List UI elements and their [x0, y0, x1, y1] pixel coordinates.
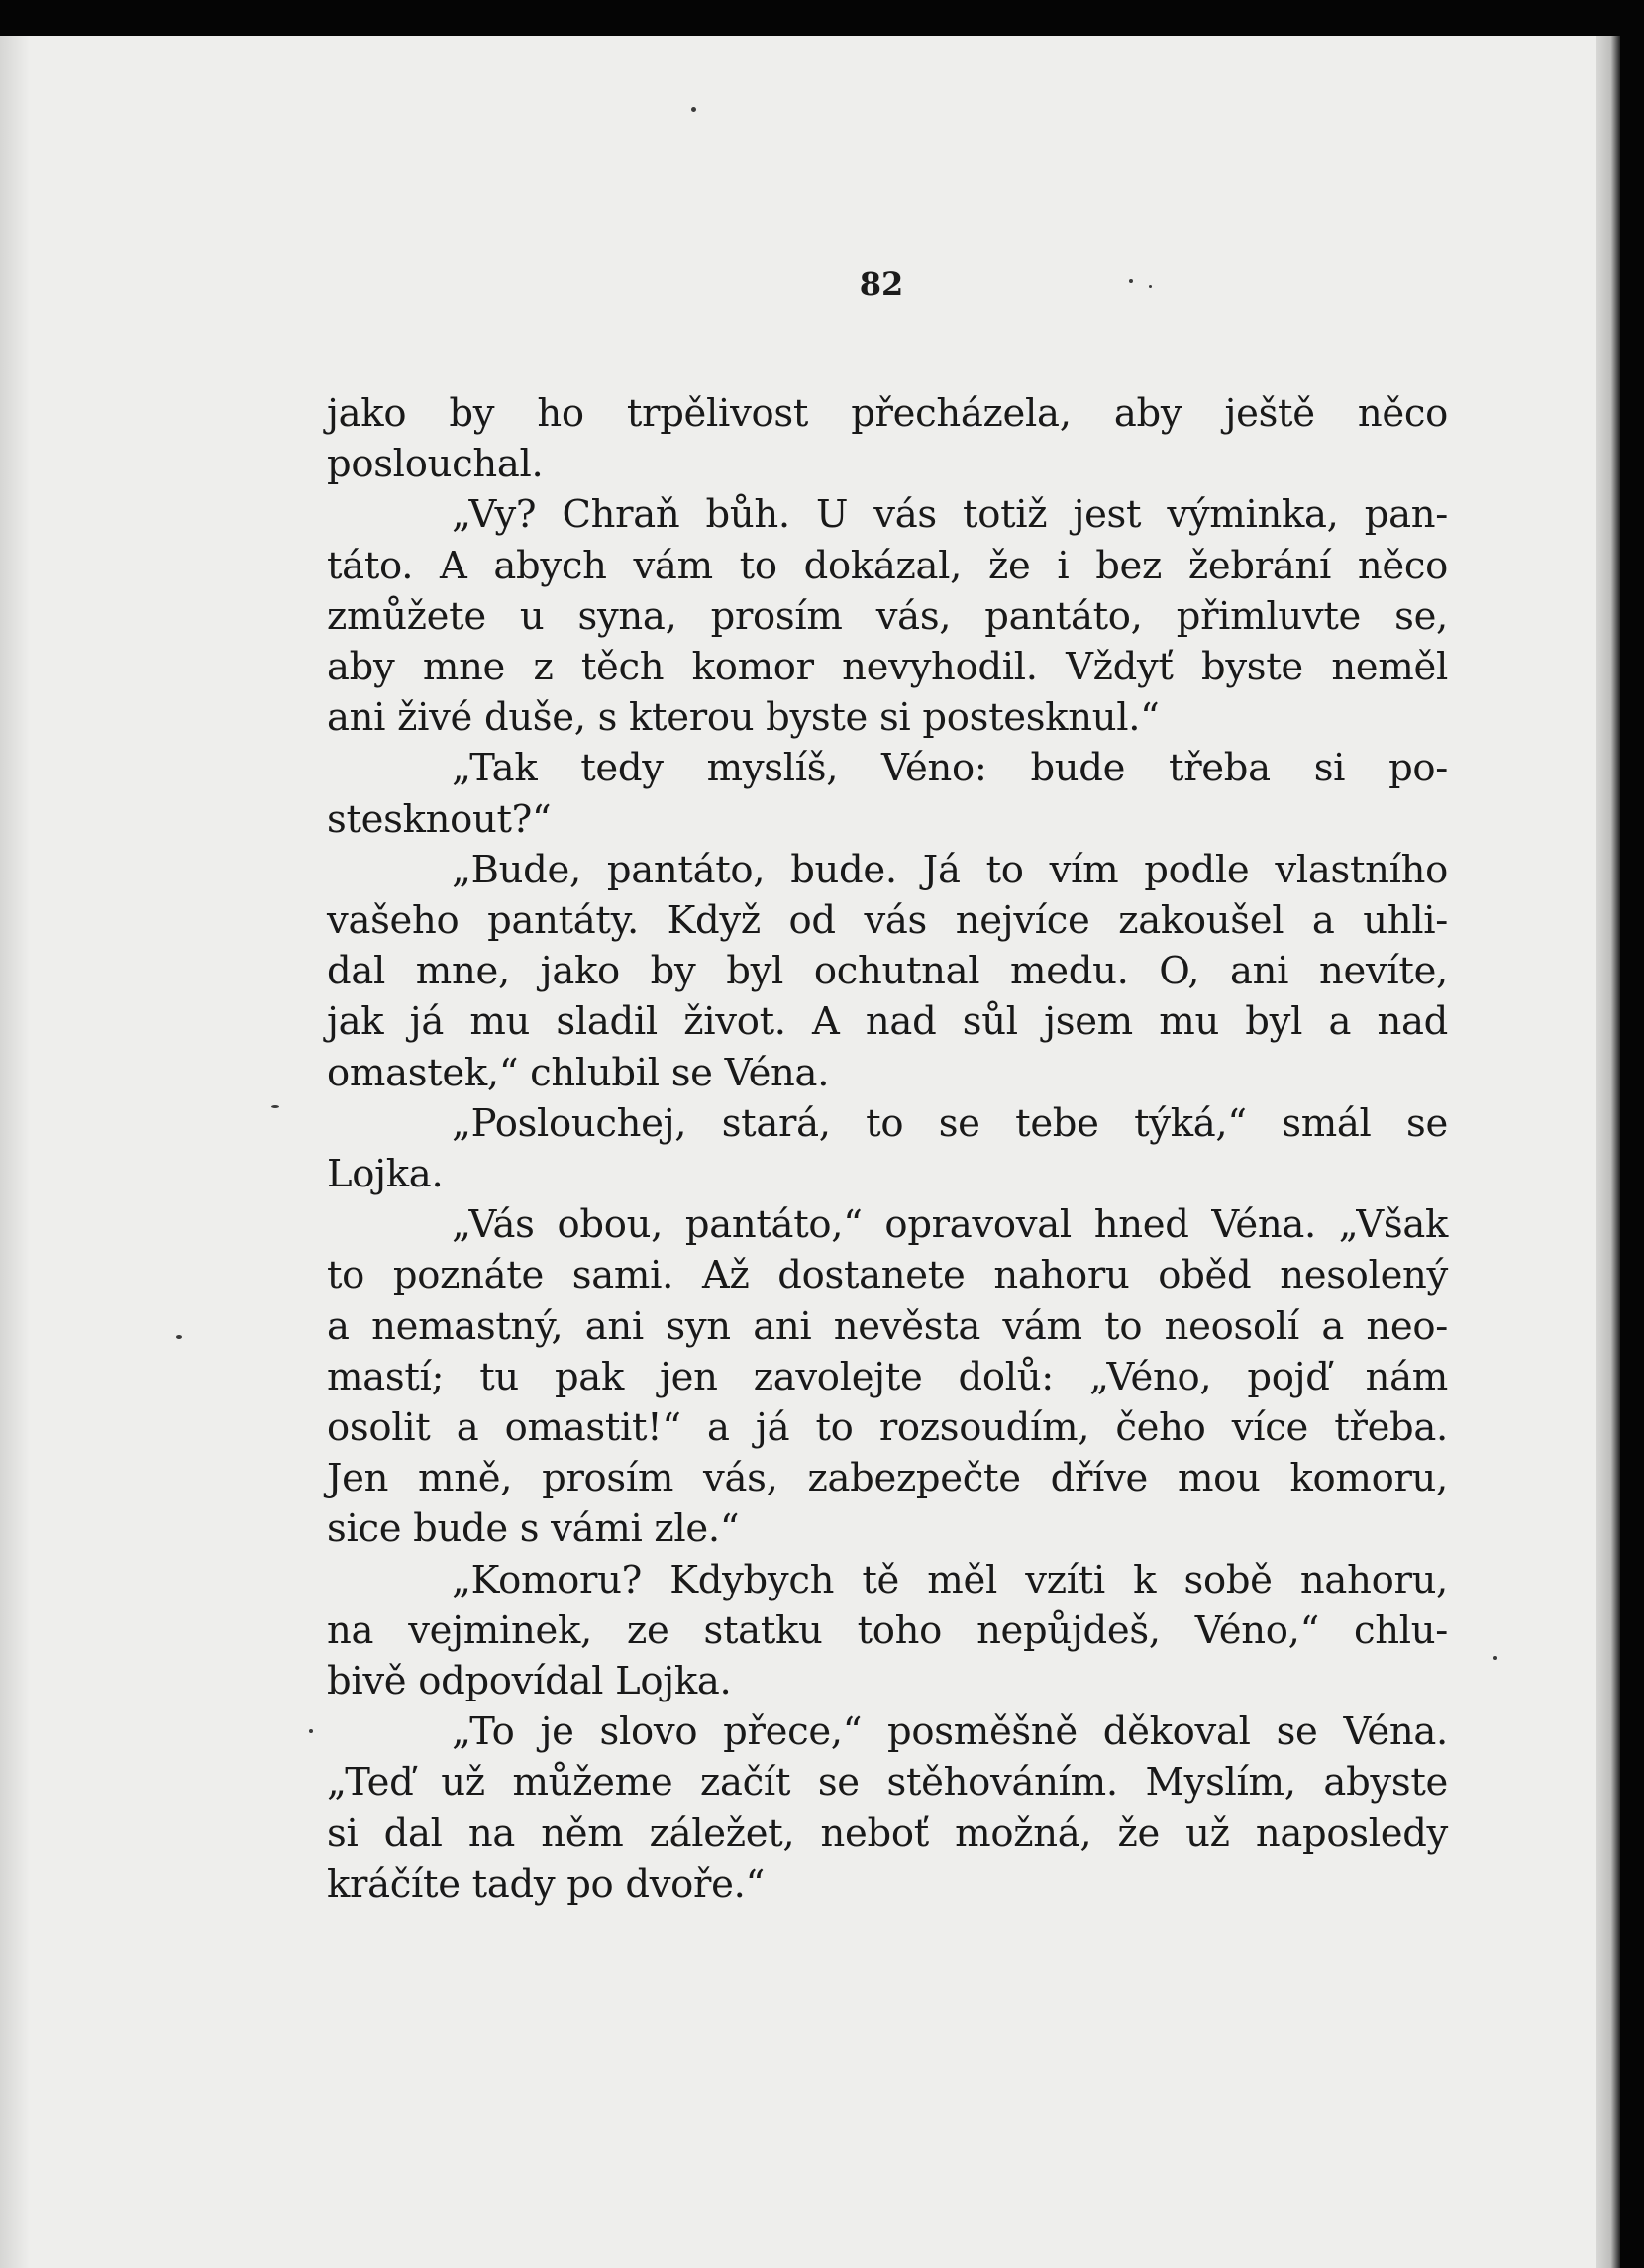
- text-line: poslouchal.: [327, 442, 544, 487]
- text-line: na vejminek, ze statku toho nepůjdeš, Véno,“ chlu-: [327, 1607, 1448, 1653]
- page-number: 82: [859, 265, 904, 303]
- dust-speck: [176, 1335, 182, 1339]
- text-line: vašeho pantáty. Když od vás nejvíce zakoušel a uhli-: [327, 898, 1448, 944]
- text-line: „Tak tedy myslíš, Véno: bude třeba si po-: [452, 746, 1448, 791]
- text-line: si dal na něm záležet, neboť možná, že už naposledy: [327, 1810, 1448, 1856]
- text-line: aby mne z těch komor nevyhodil. Vždyť byste neměl: [327, 645, 1448, 690]
- text-line: to poznáte sami. Až dostanete nahoru oběd nesolený: [327, 1253, 1448, 1298]
- text-line: dal mne, jako by byl ochutnal medu. O, ani nevíte,: [327, 949, 1448, 994]
- dust-speck: [309, 1729, 313, 1733]
- text-line: zmůžete u syna, prosím vás, pantáto, přimluvte se,: [327, 593, 1448, 639]
- page-left-shadow: [0, 36, 30, 2268]
- text-line: jak já mu sladil život. A nad sůl jsem mu byl a nad: [327, 999, 1448, 1045]
- page-right-edge: [1596, 36, 1620, 2268]
- text-line: omastek,“ chlubil se Véna.: [327, 1050, 830, 1095]
- text-line: sice bude s vámi zle.“: [327, 1506, 740, 1552]
- text-line: „Bude, pantáto, bude. Já to vím podle vlastního: [452, 847, 1448, 892]
- dust-speck: [1493, 1656, 1497, 1660]
- text-line: „Vy? Chraň bůh. U vás totiž jest výminka, pan-: [452, 492, 1448, 538]
- text-line: „Komoru? Kdybych tě měl vzíti k sobě nahoru,: [452, 1557, 1448, 1602]
- text-line: stesknout?“: [327, 796, 552, 842]
- text-line: mastí; tu pak jen zavolejte dolů: „Véno, pojď nám: [327, 1354, 1448, 1399]
- text-line: „Vás obou, pantáto,“ opravoval hned Véna. „Však: [452, 1202, 1448, 1248]
- text-line: kráčíte tady po dvoře.“: [327, 1861, 765, 1907]
- text-line: osolit a omastit!“ a já to rozsoudím, čeho více třeba.: [327, 1405, 1448, 1451]
- text-line: bivě odpovídal Lojka.: [327, 1659, 732, 1704]
- text-line: jako by ho trpělivost přecházela, aby ještě něco: [327, 391, 1448, 436]
- text-line: táto. A abych vám to dokázal, že i bez žebrání něco: [327, 543, 1448, 588]
- text-line: Jen mně, prosím vás, zabezpečte dříve mou komoru,: [327, 1456, 1448, 1501]
- text-line: Lojka.: [327, 1152, 444, 1197]
- text-line: ani živé duše, s kterou byste si postesknul.“: [327, 695, 1160, 741]
- dust-speck: [691, 107, 696, 112]
- text-line: „Poslouchej, stará, to se tebe týká,“ smál se: [452, 1100, 1448, 1146]
- text-line: „Teď už můžeme začít se stěhováním. Myslím, abyste: [327, 1760, 1448, 1805]
- body-text: [327, 388, 1448, 1909]
- text-line: a nemastný, ani syn ani nevěsta vám to neosolí a neo-: [327, 1303, 1448, 1349]
- text-line: „To je slovo přece,“ posměšně děkoval se Véna.: [452, 1709, 1448, 1755]
- dust-speck: [271, 1105, 279, 1108]
